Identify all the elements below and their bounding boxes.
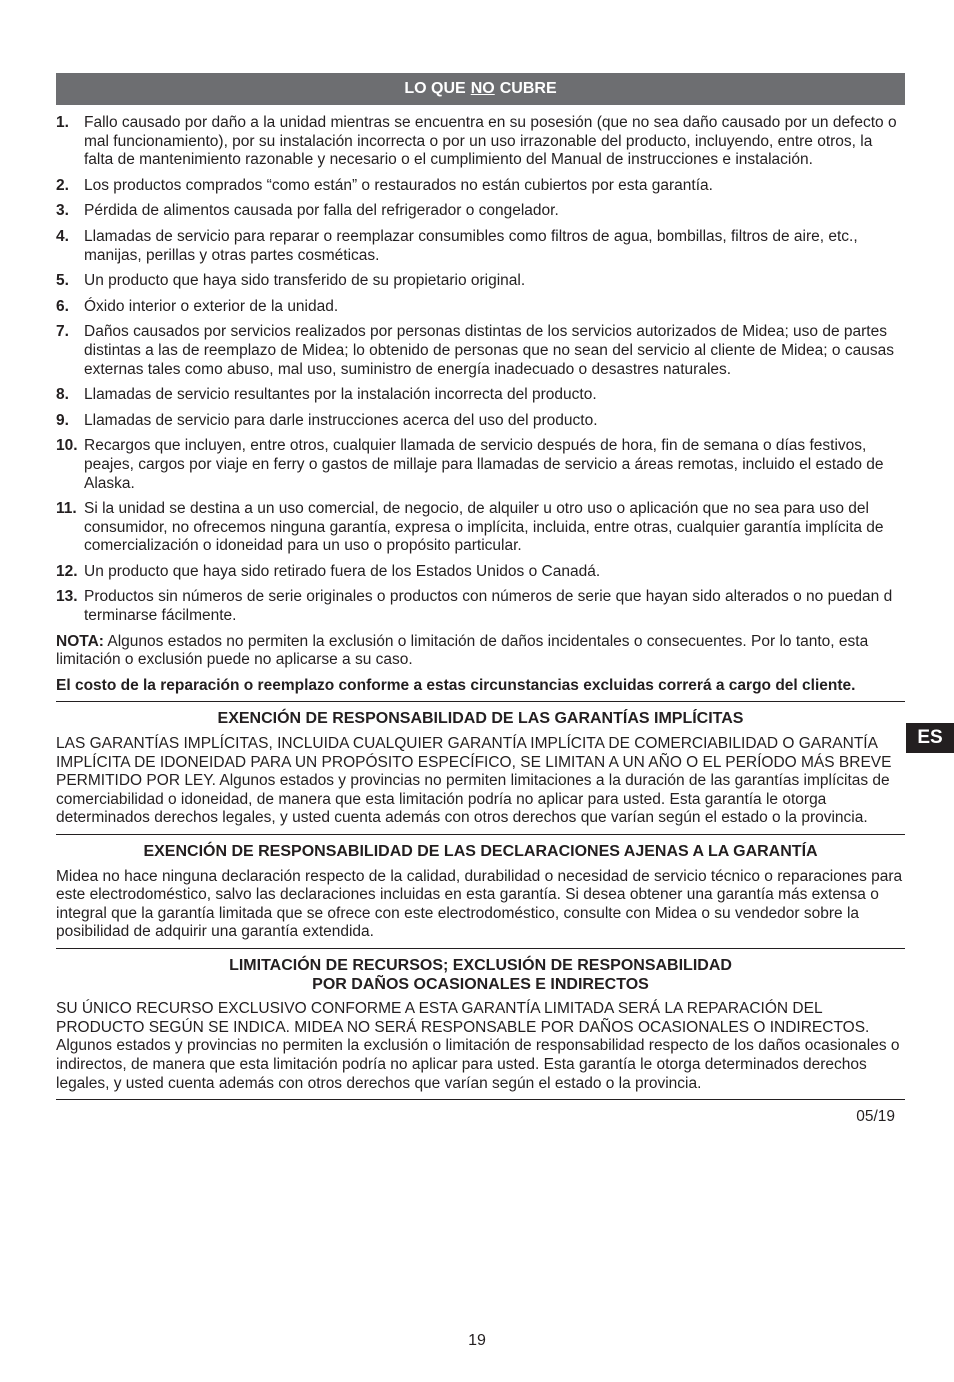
item-number: 10. — [56, 437, 78, 455]
item-text: Llamadas de servicio para darle instrucciones acerca del uso del producto. — [84, 411, 598, 429]
item-text: Un producto que haya sido transferido de su propietario original. — [84, 272, 526, 290]
exclusions-list — [56, 114, 905, 1127]
item-text: Llamadas de servicio para reparar o reemplazar consumibles como filtros de agua, bombillas, filtros de aire, etc., manijas, perillas y otras partes cosméticas. — [84, 227, 858, 264]
header-underlined: NO — [470, 79, 495, 97]
list-item — [56, 228, 905, 265]
item-number: 2. — [56, 176, 69, 194]
item-number: 13. — [56, 588, 78, 606]
section-body-implied-warranties: LAS GARANTÍAS IMPLÍCITAS, INCLUIDA CUALQUIER GARANTÍA IMPLÍCITA DE COMERCIABILIDAD O GARANTÍA IMPLÍCITA DE IDONEIDAD PARA UN PROPÓSITO ESPECÍFICO, SE LIMITAN A UN AÑO O EL PERÍODO MÁS BREVE PERMITIDO POR LEY. Algunos estados y provincias no permiten limitaciones a la duración de las garantías implícitas de comerciabilidad o idoneidad, de manera que esta limitación podría no aplicar para usted. Esta garantía le otorga determinados derechos legales, y usted cuenta además con otros derechos que varían según el estado o la provincia. — [56, 735, 892, 827]
list-item — [56, 202, 905, 221]
item-number: 6. — [56, 297, 69, 315]
item-number: 9. — [56, 411, 69, 429]
nota-label: NOTA: — [56, 632, 104, 650]
item-number: 3. — [56, 202, 69, 220]
list-item — [56, 386, 905, 405]
section-title-representations: EXENCIÓN DE RESPONSABILIDAD DE LAS DECLARACIONES AJENAS A LA GARANTÍA — [143, 843, 818, 860]
item-text: Fallo causado por daño a la unidad mientras se encuentra en su posesión (que no sea daño causado por un defecto o mal funcionamiento), por su instalación incorrecta o por un uso irrazonable del producto, incluyendo, entre otros, la falta de mantenimiento razonable y necesario o el cumplimiento del Manual de instrucciones e instalación. — [84, 114, 897, 169]
item-text: Si la unidad se destina a un uso comercial, de negocio, de alquiler u otro uso o aplicación que no sea para uso del consumidor, no ofrecemos ninguna garantía, expresa o implícita, incluida, entre otras, cualquier garantía implícita de comercialización o idoneidad para un uso o propósito particular. — [84, 500, 884, 555]
section-title-limitation — [56, 957, 905, 994]
item-text: Recargos que incluyen, entre otros, cualquier llamada de servicio después de hora, fin de semana o días festivos, peajes, cargos por viaje en ferry o gastos de millaje para llamadas de servicio a áreas remotas, incluido el estado de Alaska. — [84, 437, 884, 492]
list-item — [56, 500, 905, 556]
list-item — [56, 563, 905, 582]
cost-note: El costo de la reparación o reemplazo conforme a estas circunstancias excluidas correrá a cargo del cliente. — [56, 676, 856, 694]
list-item — [56, 298, 905, 317]
list-item — [56, 323, 905, 379]
list-item — [56, 114, 905, 170]
item-number: 8. — [56, 386, 69, 404]
divider — [56, 1099, 905, 1100]
item-number: 12. — [56, 562, 78, 580]
section-title-line1: LIMITACIÓN DE RECURSOS; EXCLUSIÓN DE RESPONSABILIDAD — [229, 956, 732, 974]
section-title-line2: POR DAÑOS OCASIONALES E INDIRECTOS — [312, 975, 649, 993]
item-text: Los productos comprados “como están” o restaurados no están cubiertos por esta garantía. — [84, 176, 713, 194]
nota-text: Algunos estados no permiten la exclusión o limitación de daños incidentales o consecuentes. Por lo tanto, esta limitación o exclusión puede no aplicarse a su caso. — [56, 632, 869, 669]
section-body-representations: Midea no hace ninguna declaración respecto de la calidad, durabilidad o necesidad de servicio técnico o reparaciones para este electrodoméstico, salvo las declaraciones incluidas en esta garantía. Si desea obtener una garantía más extensa o integral que la garantía limitada que se ofrece con este electrodoméstico, consulte con Midea o su vendedor sobre la posibilidad de adquirir una garantía extendida. — [56, 867, 903, 941]
divider — [56, 948, 905, 949]
item-text: Óxido interior o exterior de la unidad. — [84, 297, 339, 315]
item-text: Productos sin números de serie originales o productos con números de serie que hayan sido alterados o no puedan d terminarse fácilmente. — [84, 588, 893, 625]
divider — [56, 834, 905, 835]
page-number: 19 — [468, 1332, 486, 1349]
list-item — [56, 588, 905, 625]
item-number: 4. — [56, 227, 69, 245]
section-header-not-covered — [56, 73, 905, 105]
language-tab: ES — [906, 723, 954, 753]
section-title-implied-warranties: EXENCIÓN DE RESPONSABILIDAD DE LAS GARANTÍAS IMPLÍCITAS — [217, 710, 744, 728]
item-number: 7. — [56, 323, 69, 341]
nota-paragraph — [56, 633, 905, 670]
list-item — [56, 437, 905, 493]
revision-date: 05/19 — [856, 1108, 895, 1126]
divider — [56, 701, 905, 702]
header-post: CUBRE — [499, 79, 557, 97]
item-text: Daños causados por servicios realizados por personas distintas de los servicios autorizados de Midea; uso de partes distintas a las de reemplazo de Midea; lo obtenido de personas que no sean del servicio al cliente de Midea; o causas externas tales como abuso, mal uso, suministro de energía inadecuado o desastres naturales. — [84, 323, 894, 378]
list-item — [56, 177, 905, 196]
list-item — [56, 272, 905, 291]
item-number: 11. — [56, 500, 77, 518]
item-text: Pérdida de alimentos causada por falla del refrigerador o congelador. — [84, 202, 559, 220]
section-body-limitation: SU ÚNICO RECURSO EXCLUSIVO CONFORME A ESTA GARANTÍA LIMITADA SERÁ LA REPARACIÓN DEL PRODUCTO SEGÚN SE INDICA. MIDEA NO SERÁ RESPONSABLE POR DAÑOS OCASIONALES O INDIRECTOS. Algunos estados y provincias no permiten la exclusión o limitación de responsabilidad respecto de los daños ocasionales o indirectos, de manera que esta limitación podría no aplicar para usted. Esta garantía le otorga determinados derechos legales, y usted cuenta además con otros derechos que varían según el estado o la provincia. — [56, 1000, 900, 1092]
item-text: Un producto que haya sido retirado fuera de los Estados Unidos o Canadá. — [84, 562, 601, 580]
list-item — [56, 412, 905, 431]
item-number: 5. — [56, 272, 69, 290]
item-text: Llamadas de servicio resultantes por la instalación incorrecta del producto. — [84, 386, 597, 404]
header-pre: LO QUE — [404, 79, 466, 97]
item-number: 1. — [56, 114, 69, 131]
